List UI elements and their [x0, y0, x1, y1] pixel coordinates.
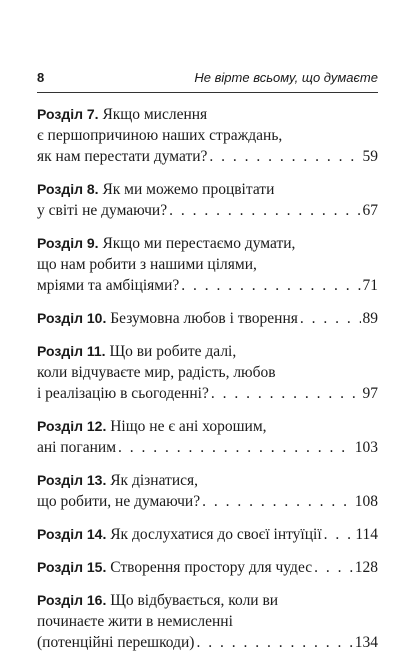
chapter-title-line: [37, 308, 298, 329]
chapter-title-line: [37, 146, 207, 167]
toc-entry: [37, 104, 378, 167]
page-ref: 67: [362, 202, 378, 219]
page-ref: 71: [362, 277, 378, 294]
toc-entry-last-line: [37, 200, 378, 221]
chapter-title-line: [37, 524, 322, 545]
chapter-title-line: [37, 200, 167, 221]
chapter-title-line: що нам робити з нашими цілями,: [37, 256, 257, 273]
chapter-title-line: Якщо мислення: [102, 106, 208, 123]
chapter-title-text: Як дослухатися до своєї інтуїції: [110, 526, 322, 543]
toc-entry-line: [37, 470, 378, 491]
chapter-label: Розділ 10.: [37, 310, 107, 326]
chapter-title-line: [37, 557, 312, 578]
toc-entry: [37, 179, 378, 221]
dot-leader: [314, 557, 353, 578]
toc-entry-line: [37, 104, 378, 125]
chapter-title-line: коли відчуваєте мир, радість, любов: [37, 364, 276, 381]
chapter-label: Розділ 7.: [37, 106, 99, 122]
chapter-title-line: [37, 275, 179, 296]
toc-entry-line: [37, 233, 378, 254]
chapter-label: Розділ 16.: [37, 592, 107, 608]
chapter-title-line: [37, 491, 200, 512]
chapter-label: Розділ 8.: [37, 181, 99, 197]
dot-leader: [118, 437, 353, 458]
toc-entry: [37, 416, 378, 458]
toc-entry-last-line: [37, 383, 378, 404]
chapter-title-text: ані поганим: [37, 439, 117, 456]
chapter-title-line: Ніщо не є ані хорошим,: [110, 418, 267, 435]
toc-entry-line: [37, 179, 378, 200]
toc-entry-last-line: [37, 437, 378, 458]
dot-leader: [211, 383, 361, 404]
toc-entry: [37, 557, 378, 578]
toc-entry: [37, 470, 378, 512]
table-of-contents: [37, 104, 378, 665]
page-header: [37, 70, 378, 85]
page-ref: 108: [354, 493, 378, 510]
chapter-title-text: Створення простору для чудес: [110, 559, 313, 576]
chapter-title-line: Якщо ми перестаємо думати,: [102, 235, 296, 252]
chapter-label: Розділ 15.: [37, 559, 107, 575]
chapter-title-text: (потенційні перешкоди): [37, 634, 195, 651]
toc-entry-last-line: [37, 557, 378, 578]
chapter-label: Розділ 12.: [37, 418, 107, 434]
toc-entry-line: [37, 590, 378, 611]
chapter-title-line: починаєте жити в немисленні: [37, 613, 233, 630]
header-rule: [37, 92, 378, 93]
chapter-label: Розділ 11.: [37, 343, 106, 359]
page-number: 8: [37, 70, 45, 85]
chapter-label: Розділ 13.: [37, 472, 107, 488]
page-ref: 97: [362, 385, 378, 402]
chapter-title-text: що робити, не думаючи?: [37, 493, 201, 510]
toc-entry-last-line: [37, 491, 378, 512]
toc-entry-line: [37, 341, 378, 362]
chapter-title-line: Що ви робите далі,: [109, 343, 237, 360]
dot-leader: [202, 491, 353, 512]
page-ref: 114: [355, 526, 378, 543]
dot-leader: [324, 524, 354, 545]
toc-entry-last-line: [37, 524, 378, 545]
toc-entry-line: [37, 416, 378, 437]
chapter-title-line: [37, 383, 209, 404]
page-ref: 134: [354, 634, 378, 651]
page-ref: 89: [362, 310, 378, 327]
chapter-title-line: Як дізнатися,: [110, 472, 199, 489]
chapter-title-text: Безумовна любов і творення: [110, 310, 298, 327]
chapter-title-text: як нам перестати думати?: [37, 148, 208, 165]
chapter-title-line: Як ми можемо процвітати: [102, 181, 275, 198]
toc-entry: [37, 308, 378, 329]
page-ref: 128: [354, 559, 378, 576]
toc-entry-last-line: [37, 275, 378, 296]
dot-leader: [300, 308, 361, 329]
toc-entry: [37, 233, 378, 296]
page-ref: 103: [354, 439, 378, 456]
chapter-title-line: є першопричиною наших страждань,: [37, 127, 283, 144]
chapter-title-text: і реалізацію в сьогоденні?: [37, 385, 209, 402]
toc-entry-last-line: [37, 308, 378, 329]
dot-leader: [169, 200, 360, 221]
chapter-title-line: [37, 437, 116, 458]
toc-entry: [37, 590, 378, 653]
toc-entry: [37, 524, 378, 545]
chapter-title-text: мріями та амбіціями?: [37, 277, 180, 294]
chapter-title-line: Що відбувається, коли ви: [110, 592, 279, 609]
toc-entry-last-line: [37, 146, 378, 167]
toc-entry: [37, 341, 378, 404]
chapter-title-text: у світі не думаючи?: [37, 202, 168, 219]
running-title: Не вірте всьому, що думаєте: [194, 70, 378, 85]
dot-leader: [181, 275, 360, 296]
dot-leader: [209, 146, 360, 167]
chapter-label: Розділ 14.: [37, 526, 107, 542]
page-ref: 59: [362, 148, 378, 165]
chapter-label: Розділ 9.: [37, 235, 99, 251]
